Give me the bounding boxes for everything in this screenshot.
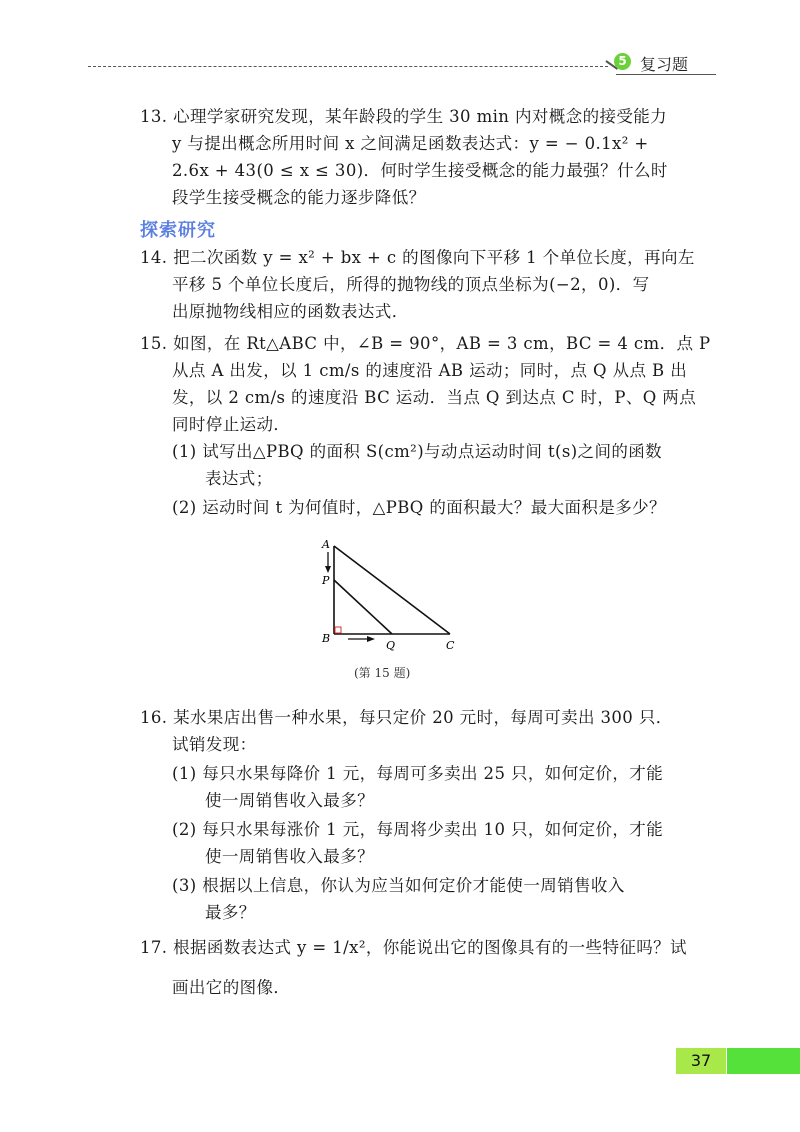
p17-line-2: 画出它的图像． — [172, 978, 291, 997]
p16-sub2-line-2: 使一周销售收入最多？ — [205, 847, 374, 866]
p13-line-3: 2.6x + 43(0 ≤ x ≤ 30)．何时学生接受概念的能力最强？什么时 — [172, 161, 668, 180]
page-number: 37 — [676, 1048, 726, 1074]
p16-sub1-line-1: (1) 每只水果每降价 1 元，每周可多卖出 25 只，如何定价，才能 — [172, 764, 664, 783]
triangle-figure — [310, 532, 470, 662]
p16-sub2-line-1: (2) 每只水果每涨价 1 元，每周将少卖出 10 只，如何定价，才能 — [172, 820, 664, 839]
right-angle-marker — [335, 627, 341, 633]
segment-pq — [334, 580, 392, 634]
arrow-bc-head — [367, 636, 375, 642]
p15-line-3: 发，以 2 cm/s 的速度沿 BC 运动．当点 Q 到达点 C 时，P、Q 两点 — [172, 388, 697, 407]
p14-line-3: 出原抛物线相应的函数表达式． — [172, 302, 409, 321]
p13-line-4: 段学生接受概念的能力逐步降低？ — [172, 188, 426, 207]
p15-sub1-line-1: (1) 试写出△PBQ 的面积 S(cm²)与动点运动时间 t(s)之间的函数 — [172, 442, 663, 461]
p16-line-2: 试销发现： — [172, 735, 257, 754]
p16-sub3-line-2: 最多？ — [205, 903, 256, 922]
header-title: 复习题 — [640, 55, 689, 74]
p14-line-2: 平移 5 个单位长度后，所得的抛物线的顶点坐标为(−2，0)．写 — [172, 275, 650, 294]
label-b: B — [322, 632, 331, 645]
p15-line-2: 从点 A 出发，以 1 cm/s 的速度沿 AB 运动；同时，点 Q 从点 B 出 — [172, 361, 688, 380]
p16-sub3-line-1: (3) 根据以上信息，你认为应当如何定价才能使一周销售收入 — [172, 876, 625, 895]
p16-line-1: 16. 某水果店出售一种水果，每只定价 20 元时，每周可卖出 300 只． — [140, 708, 673, 727]
label-q: Q — [386, 639, 396, 652]
p15-line-1: 15. 如图，在 Rt△ABC 中，∠B = 90°，AB = 3 cm，BC = 4 cm．点 P — [140, 334, 711, 353]
chapter-badge: 5 — [614, 53, 631, 70]
label-c: C — [446, 639, 455, 652]
p13-line-2: y 与提出概念所用时间 x 之间满足函数表达式：y = − 0.1x² + — [172, 134, 649, 153]
p15-sub1-line-2: 表达式； — [205, 469, 273, 488]
p14-line-1: 14. 把二次函数 y = x² + bx + c 的图像向下平移 1 个单位长度，再向左 — [140, 248, 695, 267]
page-color-bar — [727, 1048, 800, 1074]
label-a: A — [322, 538, 330, 551]
segment-ac — [334, 546, 450, 634]
p15-sub2-line-1: (2) 运动时间 t 为何值时，△PBQ 的面积最大？最大面积是多少？ — [172, 498, 666, 517]
header-dashed-rule — [88, 66, 608, 67]
section-title: 探索研究 — [140, 220, 216, 241]
p16-sub1-line-2: 使一周销售收入最多？ — [205, 791, 374, 810]
arrow-ab-head — [325, 566, 331, 573]
figure-caption: (第 15 题) — [354, 666, 411, 680]
label-p: P — [322, 574, 330, 587]
p13-line-1: 13. 心理学家研究发现，某年龄段的学生 30 min 内对概念的接受能力 — [140, 107, 668, 126]
p17-line-1: 17. 根据函数表达式 y = 1/x²，你能说出它的图像具有的一些特征吗？试 — [140, 938, 687, 957]
p15-line-4: 同时停止运动． — [172, 415, 291, 434]
